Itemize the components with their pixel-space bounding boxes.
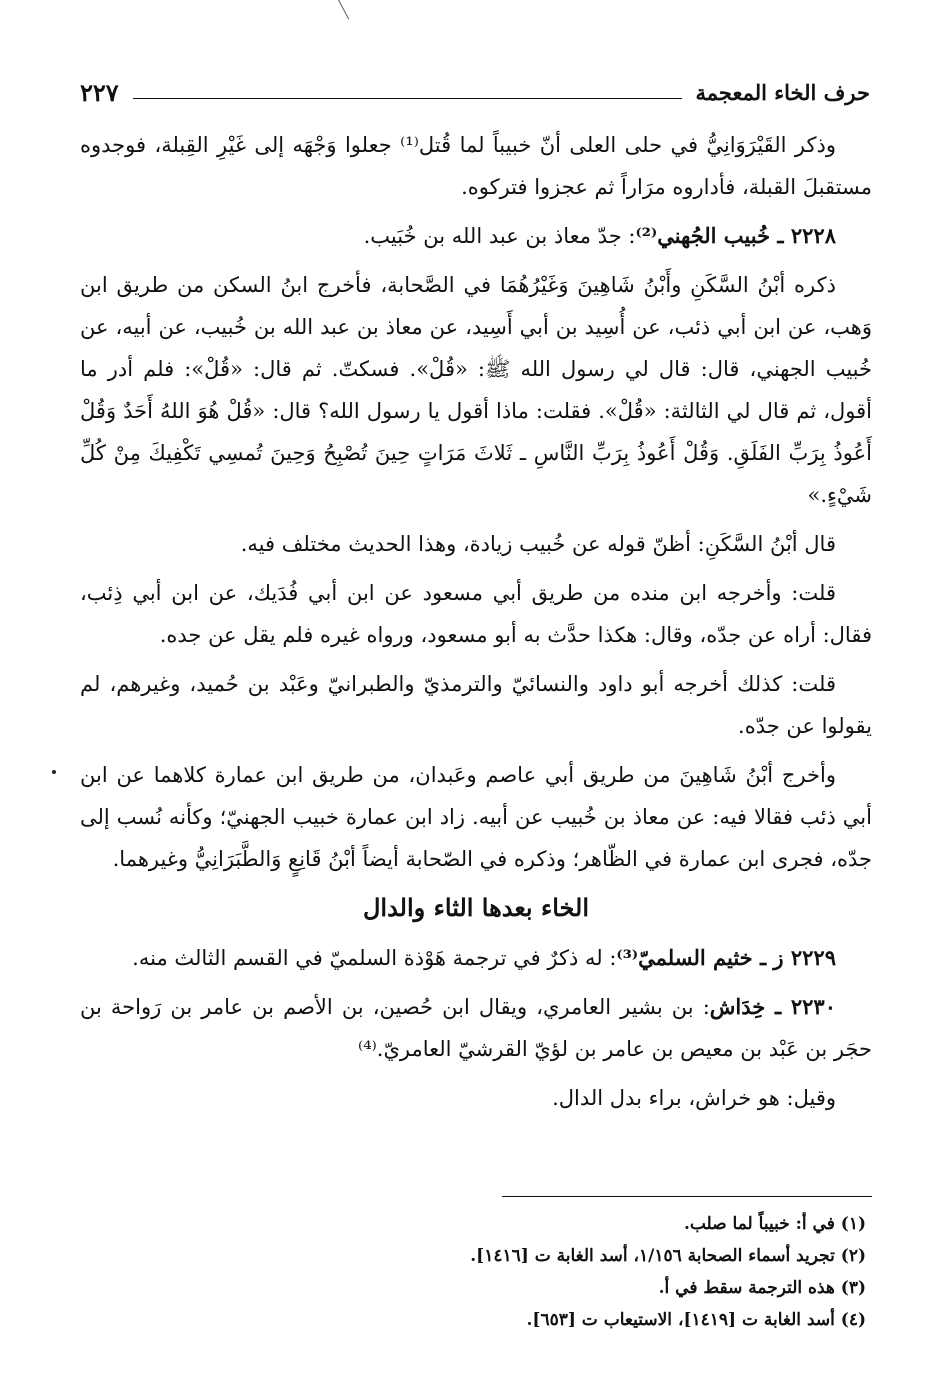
section-heading: الخاء بعدها الثاء والدال [362,893,590,922]
paragraph: ذكره أبْنُ السَّكَنِ وأَبْنُ شَاهِينَ وَغَيْرُهُمَا في الصَّحابة، فأخرج ابنُ السكن من طريق ابن وَهب، عن ابن أبي ذئب، عن أُسِيد بن أبي أَسِيد، عن معاذ بن عبد الله بن خُبيب، عن أبيه، عن خُبيب الجهني، قال: قال لي رسول الله ﷺ: «قُلْ». فسكتّ. ثم قال: «قُلْ»: فلم أدر ما أقول، ثم قال لي الثالثة: «قُلْ». فقلت: ماذا أقول يا رسول الله؟ قال: «قُلْ هُوَ اللهُ أَحَدٌ وَقُلْ أَعُوذُ بِرَبِّ الفَلَقِ. وَقُلْ أَعُوذُ بِرَبِّ النَّاسِ ـ ثَلاثَ مَرَاتٍ حِينَ تُصْبِحُ وَحِينَ تُمسِي تَكْفِيكَ مِنْ كُلِّ شَيْءٍ.» [80,273,872,507]
footnote-rule [502,1196,872,1197]
entry-2230 [80,986,872,1070]
page-number: ٢٢٧ [80,77,119,107]
entry-text: : جدّ معاذ بن عبد الله بن خُبَيب. [363,224,636,248]
margin-dot [52,770,56,774]
entry-text: : له ذكرٌ في ترجمة هَوْذة السلميّ في القسم الثالث منه. [132,946,617,970]
paragraph: قلت: كذلك أخرجه أبو داود والنسائيّ والترمذيّ والطبرانيّ وعَبْد بن حُميد، وغيرهم، لم يقولوا عن جدّه. [80,672,872,738]
running-header [80,72,870,112]
header-rule [133,98,682,99]
footnote: (٢) تجريد أسماء الصحابة ١/١٥٦، أسد الغابة ت [١٤١٦]. [470,1246,866,1266]
scan-artifact [338,0,349,19]
paragraph: قال أبْنُ السَّكَنِ: أظنّ قوله عن خُبيب زيادة، وهذا الحديث مختلف فيه. [240,532,836,556]
chapter-title: حرف الخاء المعجمة [695,79,870,105]
entry-title: ٢٢٢٨ ـ خُبيب الجُهني⁽²⁾ [635,223,836,248]
entry-2228 [80,215,872,257]
footnote: (٤) أسد الغابة ت [١٤١٩]، الاستيعاب ت [٦٥٣]. [526,1310,866,1330]
entry-2229 [80,937,872,979]
paragraph: قلت: وأخرجه ابن منده من طريق أبي مسعود عن ابن أبي فُدَيك، عن ابن أبي ذِئب، فقال: أراه عن جدّه، وقال: هكذا حدَّث به أبو مسعود، ورواه غيره فلم يقل عن جده. [80,581,872,647]
paragraph: وقيل: هو خراش، براء بدل الدال. [552,1086,836,1110]
paragraph: وذكر القَيْرَوَانِيُّ في حلى العلى أنّ خبيباً لما قُتل⁽¹⁾ جعلوا وَجْهَه إلى غَيْرِ القِبلة، فوجدوه مستقبلَ القبلة، فأداروه مرَاراً ثم عجزوا فتركوه. [80,133,872,199]
entry-text: : بن بشير العامري، ويقال ابن حُصين، بن الأصم بن عامر بن رَواحة بن حجَر بن عَبْد بن معيص بن عامر بن لؤيّ القرشيّ العامريّ.⁽⁴⁾ [80,995,872,1061]
entry-title: ٢٢٣٠ ـ خِدَاش [709,994,836,1019]
paragraph: وأخرج أبْنُ شَاهِينَ من طريق أبي عاصم وعَبدان، من طريق ابن عمارة كلاهما عن ابن أبي ذئب فقالا فيه: عن معاذ بن خُبيب عن أبيه. زاد ابن عمارة خبيب الجهنيّ؛ وكأنه نُسب إلى جدّه، فجرى ابن عمارة في الظّاهر؛ وذكره في الصّحابة أيضاً أبْنُ قَانِعٍ وَالطَّبَرَانِيُّ وغيرهما. [80,763,872,871]
footnote: (١) في أ: خبيباً لما صلب. [683,1214,866,1234]
main-text [80,124,872,1126]
footnotes [74,1208,866,1336]
entry-title: ٢٢٢٩ ز ـ خثيم السلميّ⁽³⁾ [616,945,836,970]
footnote: (٣) هذه الترجمة سقط في أ. [658,1278,866,1298]
